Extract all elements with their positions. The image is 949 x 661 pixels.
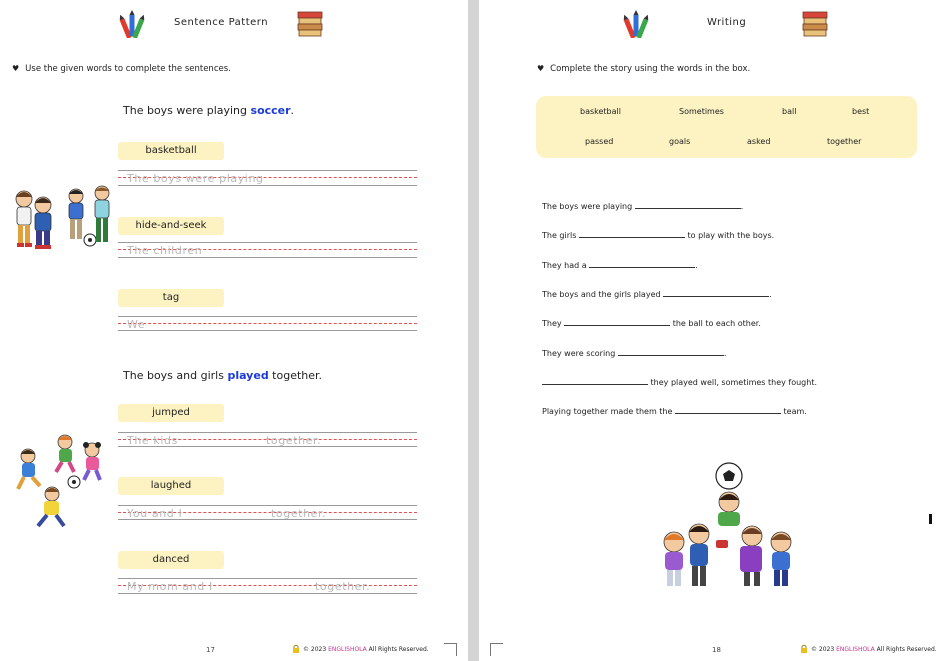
story-line bbox=[542, 406, 807, 416]
story-text: Playing together made them the bbox=[542, 407, 675, 416]
word-tag: hide-and-seek bbox=[118, 217, 224, 235]
heart-bullet-icon: ♥ bbox=[12, 64, 20, 73]
model-sentence-2 bbox=[123, 369, 322, 382]
page-title: Writing bbox=[707, 17, 747, 28]
books-icon bbox=[297, 10, 323, 38]
copyright bbox=[303, 646, 429, 653]
word-tag: basketball bbox=[118, 142, 224, 160]
page-gutter bbox=[468, 0, 479, 661]
word-box-item: passed bbox=[585, 137, 614, 146]
trace-text-end: together. bbox=[271, 507, 327, 520]
crop-mark bbox=[490, 643, 503, 656]
model-sentence-1 bbox=[123, 104, 294, 117]
instruction-text: Use the given words to complete the sentences. bbox=[25, 64, 231, 74]
word-box bbox=[536, 96, 917, 158]
story-text-end: . bbox=[723, 349, 727, 358]
rights-text: All Rights Reserved. bbox=[366, 646, 429, 653]
writing-line bbox=[118, 432, 417, 433]
page-number: 17 bbox=[206, 646, 215, 654]
answer-blank[interactable] bbox=[663, 289, 769, 297]
story-text: They had a bbox=[542, 261, 590, 270]
story-text-end: to play with the boys. bbox=[684, 231, 775, 240]
writing-baseline bbox=[118, 257, 417, 258]
story-line bbox=[542, 201, 743, 211]
trace-text: The kids bbox=[127, 434, 178, 447]
word-tag: laughed bbox=[118, 477, 224, 495]
page-title: Sentence Pattern bbox=[174, 17, 269, 28]
rights-text: All Rights Reserved. bbox=[874, 646, 937, 653]
word-box-item: ball bbox=[782, 107, 797, 116]
story-text-end: the ball to each other. bbox=[670, 319, 761, 328]
left-page bbox=[0, 0, 468, 661]
model-text: The boys were playing bbox=[123, 104, 251, 117]
kid-figure bbox=[689, 524, 709, 586]
word-box-item: together bbox=[827, 137, 862, 146]
instruction bbox=[537, 64, 750, 74]
kid-figure bbox=[718, 492, 740, 526]
trace-text: My mom and I bbox=[127, 580, 213, 593]
writing-baseline bbox=[118, 593, 417, 594]
instruction-text: Complete the story using the words in the box. bbox=[550, 64, 751, 74]
lock-icon bbox=[292, 644, 300, 653]
story-text-end: team. bbox=[780, 407, 807, 416]
story-line bbox=[542, 348, 726, 358]
boy-figure bbox=[95, 186, 109, 242]
kid-figure bbox=[83, 442, 101, 480]
brand-name: ENGLISHOLA bbox=[836, 646, 875, 653]
word-box-item: best bbox=[852, 107, 870, 116]
word-box-item: basketball bbox=[580, 107, 621, 116]
writing-baseline bbox=[118, 330, 417, 331]
crayons-icon bbox=[622, 10, 650, 38]
trace-text: The children bbox=[127, 244, 203, 257]
trace-text-end: together. bbox=[315, 580, 371, 593]
boy-figure bbox=[69, 189, 83, 239]
kid-figure bbox=[56, 435, 74, 472]
copyright bbox=[811, 646, 937, 653]
story-text: They bbox=[542, 319, 565, 328]
boys-illustration bbox=[10, 185, 115, 255]
right-page bbox=[479, 0, 949, 661]
heart-bullet-icon: ♥ bbox=[537, 64, 545, 73]
word-box-item: goals bbox=[669, 137, 691, 146]
story-text-end: . bbox=[769, 290, 772, 299]
story-line bbox=[542, 377, 817, 387]
kid-figure bbox=[664, 532, 684, 586]
trace-text: We bbox=[127, 318, 146, 331]
story-text-end: . bbox=[740, 202, 744, 211]
story-text: They were scoring bbox=[542, 349, 618, 358]
page-number: 18 bbox=[712, 646, 721, 654]
model-text-end: together. bbox=[268, 369, 323, 382]
story-text-end: they played well, sometimes they fought. bbox=[648, 378, 818, 387]
model-text: The boys and girls bbox=[123, 369, 228, 382]
story-line bbox=[542, 260, 698, 270]
model-highlight: played bbox=[227, 369, 269, 382]
kid-figure bbox=[18, 449, 40, 489]
answer-blank[interactable] bbox=[579, 230, 685, 238]
answer-blank[interactable] bbox=[675, 406, 781, 414]
kid-figure bbox=[38, 487, 64, 526]
trace-text-end: together. bbox=[266, 434, 322, 447]
writing-line bbox=[118, 242, 417, 243]
model-highlight: soccer bbox=[250, 104, 291, 117]
writing-midline bbox=[118, 323, 417, 324]
story-text: The boys and the girls played bbox=[542, 290, 664, 299]
answer-blank[interactable] bbox=[542, 377, 648, 385]
story-text: The boys were playing bbox=[542, 202, 635, 211]
kid-figure bbox=[771, 532, 791, 586]
word-box-item: asked bbox=[747, 137, 771, 146]
word-tag: tag bbox=[118, 289, 224, 307]
story-text-end: . bbox=[695, 261, 698, 270]
trace-text: The boys were playing bbox=[127, 172, 264, 185]
story-text: The girls bbox=[542, 231, 579, 240]
answer-blank[interactable] bbox=[589, 260, 695, 268]
story-line bbox=[542, 289, 772, 299]
answer-blank[interactable] bbox=[618, 348, 724, 356]
crayons-icon bbox=[118, 10, 146, 38]
writing-baseline bbox=[118, 185, 417, 186]
copyright-text: © 2023 bbox=[303, 646, 329, 653]
kid-figure bbox=[740, 526, 762, 586]
boy-figure bbox=[35, 197, 51, 249]
brand-name: ENGLISHOLA bbox=[328, 646, 367, 653]
answer-blank[interactable] bbox=[564, 318, 670, 326]
instruction bbox=[12, 64, 231, 74]
books-icon bbox=[802, 10, 828, 38]
lock-icon bbox=[800, 644, 808, 653]
story-line bbox=[542, 230, 774, 240]
story-line bbox=[542, 318, 761, 328]
word-box-item: Sometimes bbox=[679, 107, 724, 116]
writing-line bbox=[118, 505, 417, 506]
boy-figure bbox=[16, 191, 32, 247]
team-illustration bbox=[654, 462, 804, 596]
copyright-text: © 2023 bbox=[811, 646, 837, 653]
word-tag: danced bbox=[118, 551, 224, 569]
word-tag: jumped bbox=[118, 404, 224, 422]
writing-line bbox=[118, 316, 417, 317]
model-text-end: . bbox=[290, 104, 295, 117]
writing-line bbox=[118, 578, 417, 579]
writing-line bbox=[118, 170, 417, 171]
answer-blank[interactable] bbox=[635, 201, 741, 209]
kids-playing-illustration bbox=[10, 434, 110, 534]
trace-text: You and I bbox=[127, 507, 183, 520]
crop-mark bbox=[444, 643, 457, 656]
text-cursor bbox=[929, 514, 932, 524]
